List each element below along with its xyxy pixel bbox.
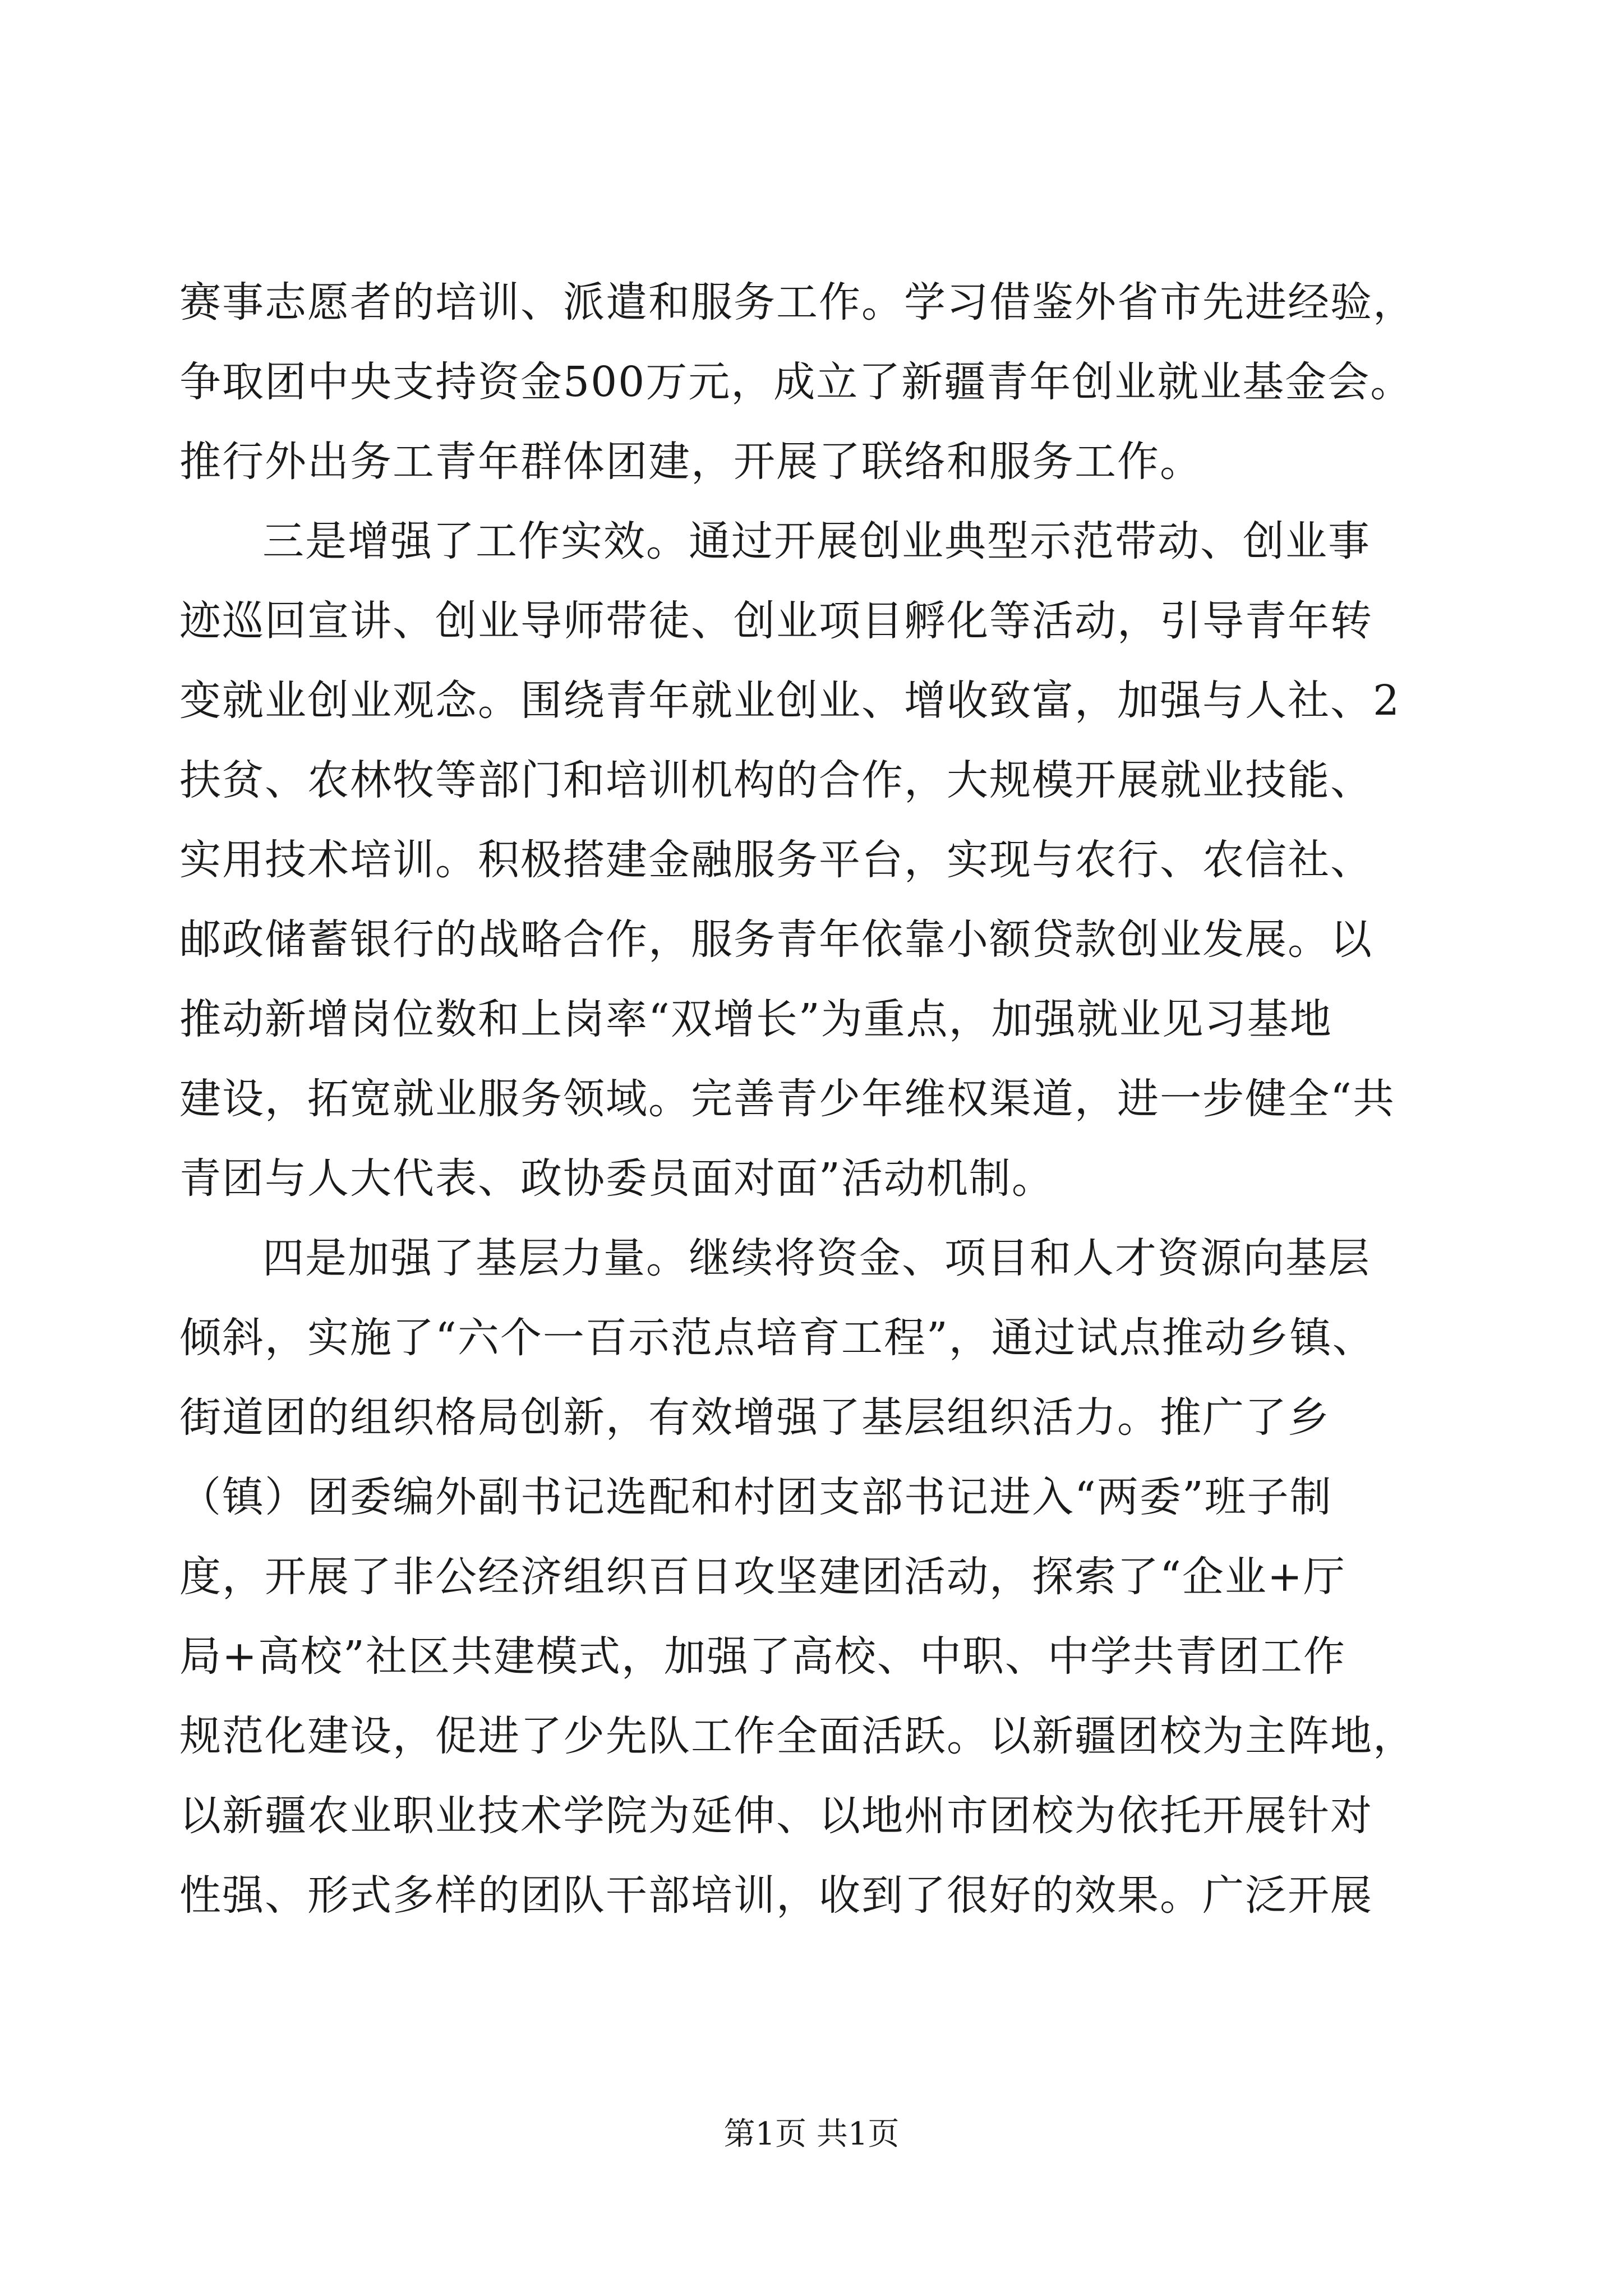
text-line: 争取团中央支持资金500万元，成立了新疆青年创业就业基金会。 xyxy=(179,358,1413,406)
text-line: 倾斜，实施了“六个一百示范点培育工程”，通过试点推动乡镇、 xyxy=(179,1314,1375,1362)
text-line: 性强、形式多样的团队干部培训，收到了很好的效果。广泛开展 xyxy=(179,1871,1373,1920)
text-line: 以新疆农业职业技术学院为延伸、以地州市团校为依托开展针对 xyxy=(179,1792,1373,1840)
paragraph-start-line: 三是增强了工作实效。通过开展创业典型示范带动、创业事 xyxy=(262,517,1371,565)
text-line: 赛事志愿者的培训、派遣和服务工作。学习借鉴外省市先进经验， xyxy=(179,278,1415,326)
text-line: 青团与人大代表、政协委员面对面”活动机制。 xyxy=(179,1154,1054,1203)
text-line: 迹巡回宣讲、创业导师带徒、创业项目孵化等活动，引导青年转 xyxy=(179,597,1373,645)
page-footer xyxy=(0,2109,1623,2154)
page-number: 第1页 共1页 xyxy=(723,2116,900,2152)
document-body xyxy=(179,263,1464,1935)
text-line: （镇）团委编外副书记选配和村团支部书记进入“两委”班子制 xyxy=(179,1473,1332,1521)
text-line: 街道团的组织格局创新，有效增强了基层组织活力。推广了乡 xyxy=(179,1393,1330,1442)
text-line: 变就业创业观念。围绕青年就业创业、增收致富，加强与人社、2 xyxy=(179,677,1401,725)
text-line: 扶贫、农林牧等部门和培训机构的合作，大规模开展就业技能、 xyxy=(179,756,1373,804)
text-line: 建设，拓宽就业服务领域。完善青少年维权渠道，进一步健全“共 xyxy=(179,1075,1395,1123)
text-line: 局+高校”社区共建模式，加强了高校、中职、中学共青团工作 xyxy=(179,1632,1346,1681)
text-line: 邮政储蓄银行的战略合作，服务青年依靠小额贷款创业发展。以 xyxy=(179,915,1373,964)
text-line: 推动新增岗位数和上岗率“双增长”为重点，加强就业见习基地 xyxy=(179,995,1332,1043)
paragraph-start-line: 四是加强了基层力量。继续将资金、项目和人才资源向基层 xyxy=(262,1234,1371,1282)
text-line: 度，开展了非公经济组织百日攻坚建团活动，探索了“企业+厅 xyxy=(179,1553,1346,1601)
text-line: 实用技术培训。积极搭建金融服务平台，实现与农行、农信社、 xyxy=(179,836,1373,884)
text-line: 推行外出务工青年群体团建，开展了联络和服务工作。 xyxy=(179,438,1202,486)
text-line: 规范化建设，促进了少先队工作全面活跃。以新疆团校为主阵地， xyxy=(179,1712,1415,1760)
